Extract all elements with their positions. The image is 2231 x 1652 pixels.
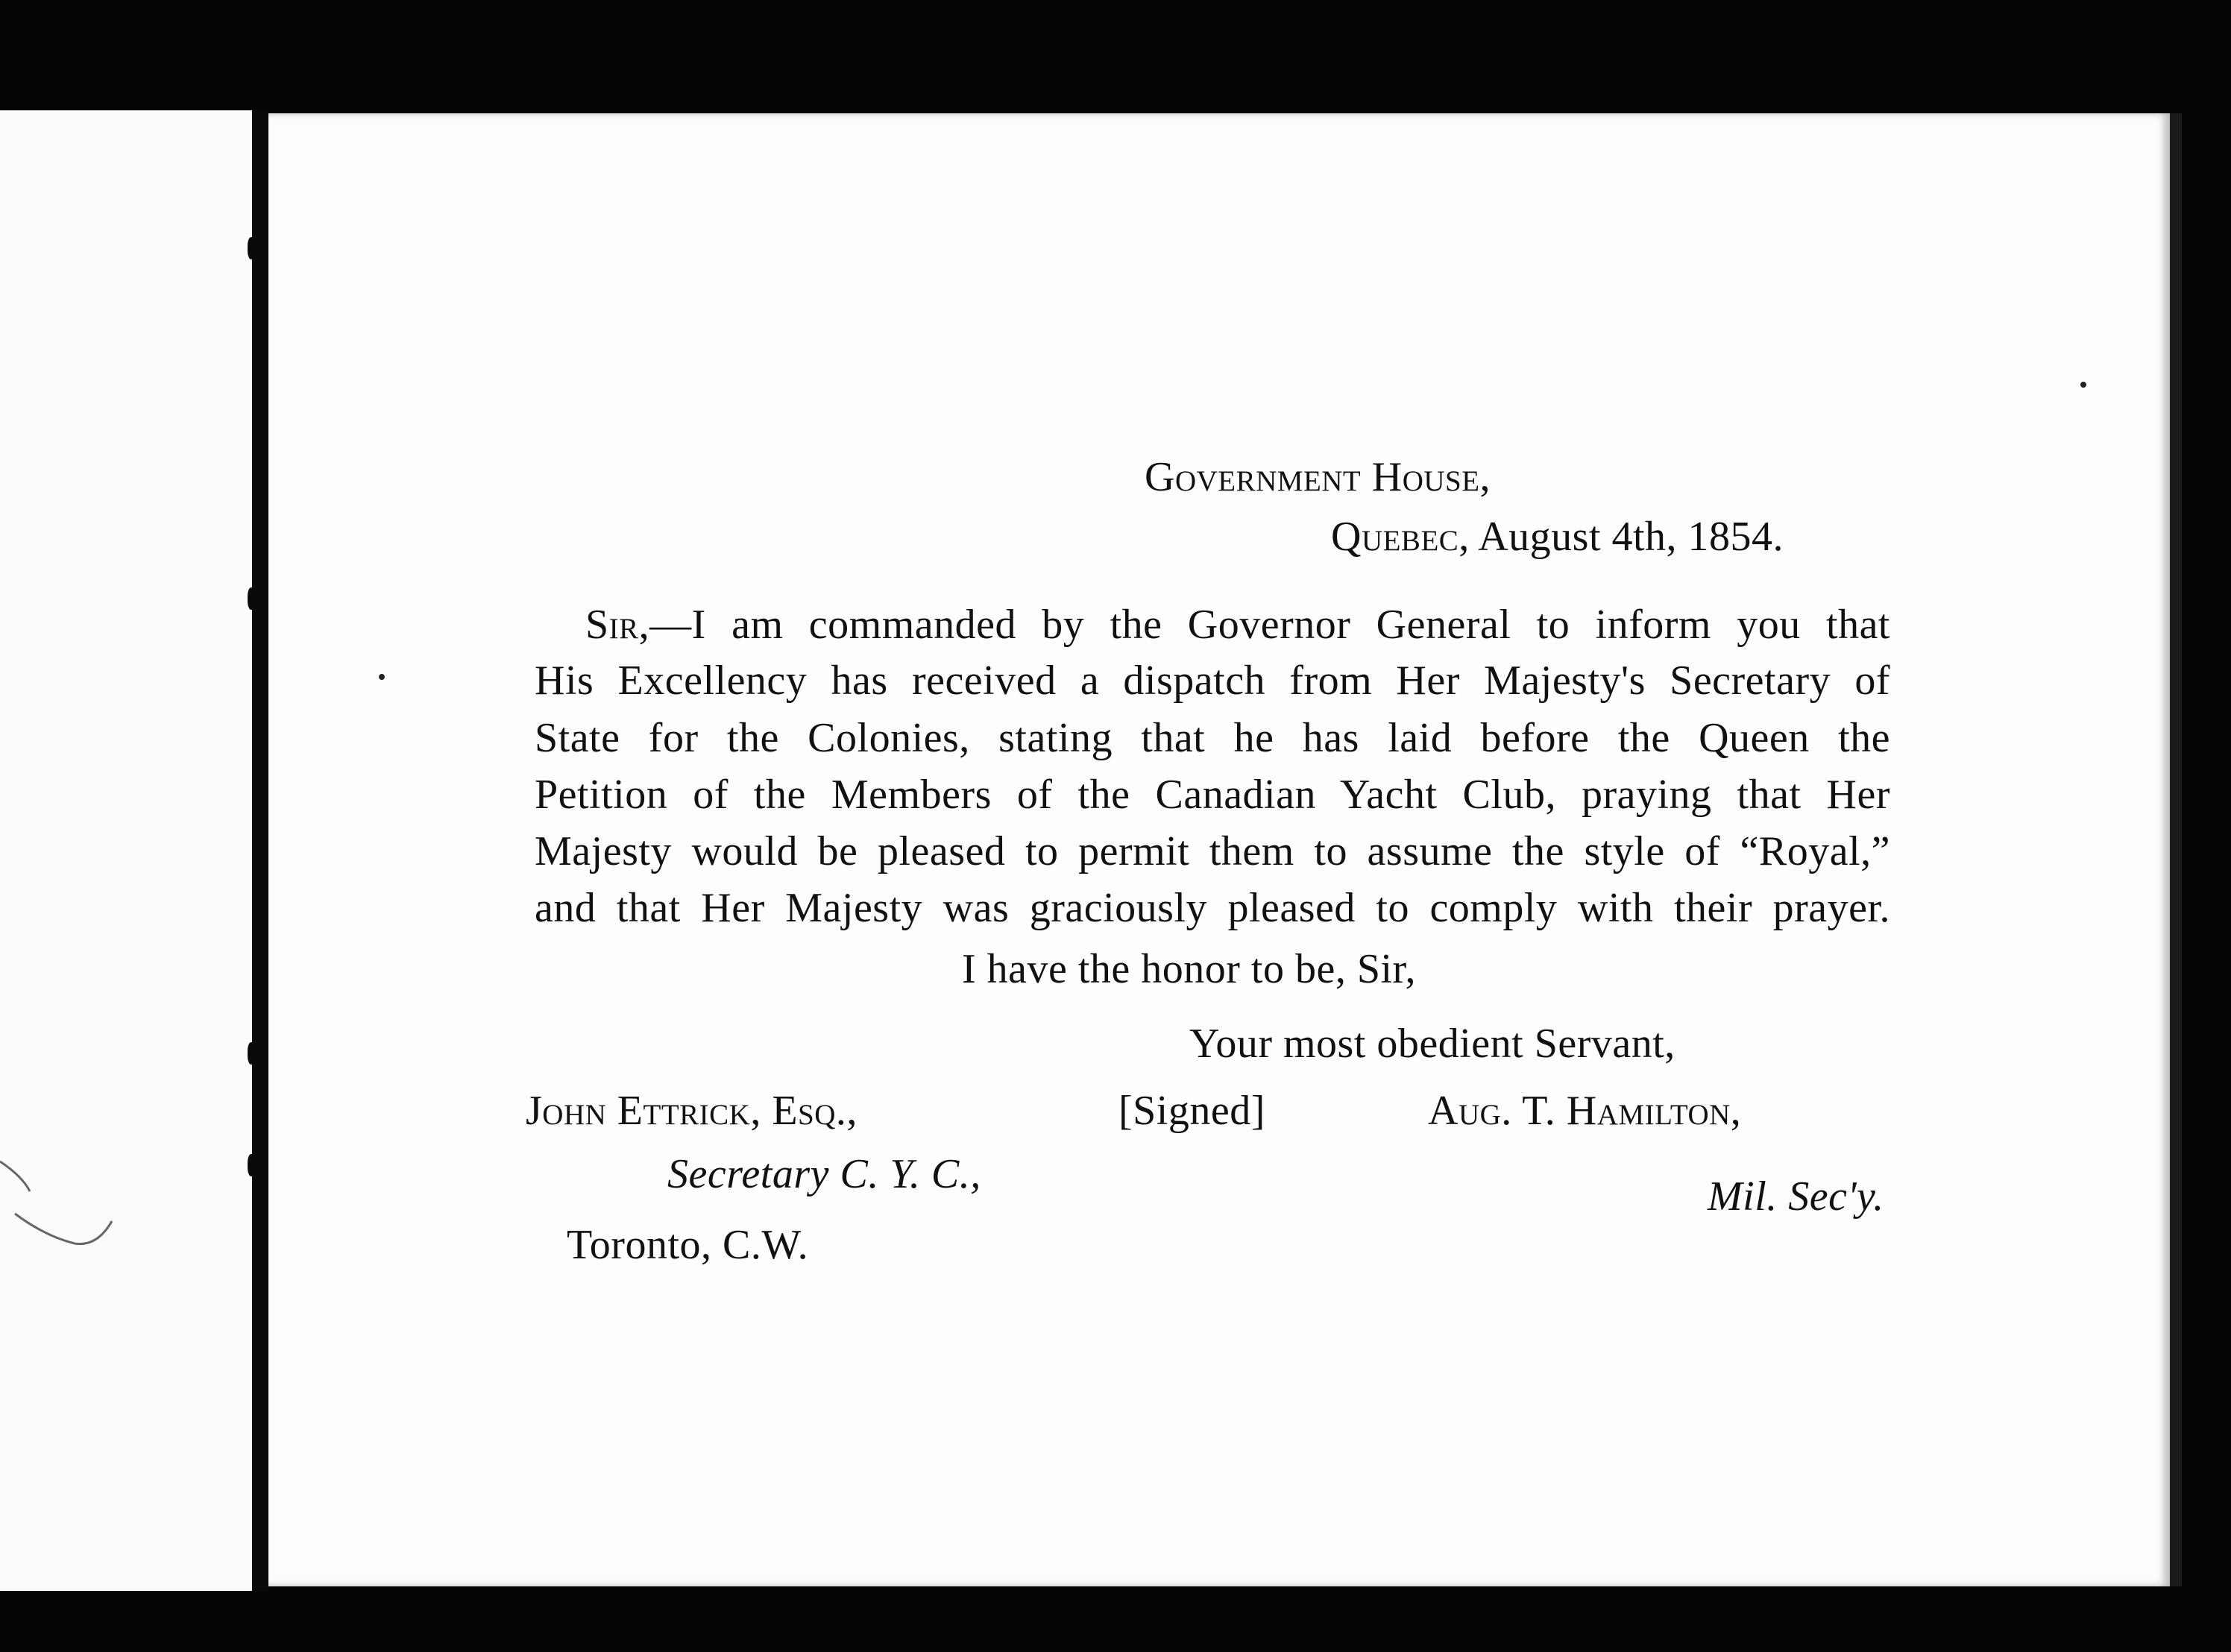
body-line-4: Petition of the Members of the Canadian Yacht Club, praying that Her	[535, 772, 1890, 818]
body-line-3: State for the Colonies, stating that he has laid before the Queen the	[535, 715, 1890, 761]
body-line-6: and that Her Majesty was graciously pleased to comply with their prayer.	[535, 885, 1890, 931]
heading-place: Quebec,	[1331, 514, 1470, 560]
heading-date: August 4th, 1854.	[1478, 514, 1784, 560]
salutation: Sir,	[585, 602, 650, 648]
signatory-name: Aug. T. Hamilton,	[1428, 1088, 1742, 1134]
signed-mark: [Signed]	[1118, 1088, 1265, 1134]
body-line-1-text: —I am commanded by the Governor General to inform you that	[649, 602, 1890, 648]
page-crease-mark	[0, 1147, 127, 1288]
addressee-place: Toronto, C.W.	[567, 1222, 809, 1268]
addressee-name: John Ettrick, Esq.,	[526, 1088, 858, 1134]
closing-line-1: I have the honor to be, Sir,	[962, 946, 1416, 992]
body-line-1	[585, 604, 1890, 646]
closing-line-2: Your most obedient Servant,	[1189, 1021, 1675, 1067]
heading-line-1: Government House,	[1145, 454, 1491, 500]
book-binding	[252, 110, 268, 1591]
letter	[268, 113, 2170, 1586]
signatory-title: Mil. Sec'y.	[1708, 1173, 1884, 1220]
body-line-5: Majesty would be pleased to permit them to assume the style of “Royal,”	[535, 828, 1890, 874]
letter-page	[268, 113, 2182, 1586]
addressee-title: Secretary C. Y. C.,	[667, 1151, 981, 1197]
body-line-2: His Excellency has received a dispatch from Her Majesty's Secretary of	[535, 658, 1890, 704]
heading-line-2	[1331, 516, 1784, 558]
left-page	[0, 110, 252, 1591]
